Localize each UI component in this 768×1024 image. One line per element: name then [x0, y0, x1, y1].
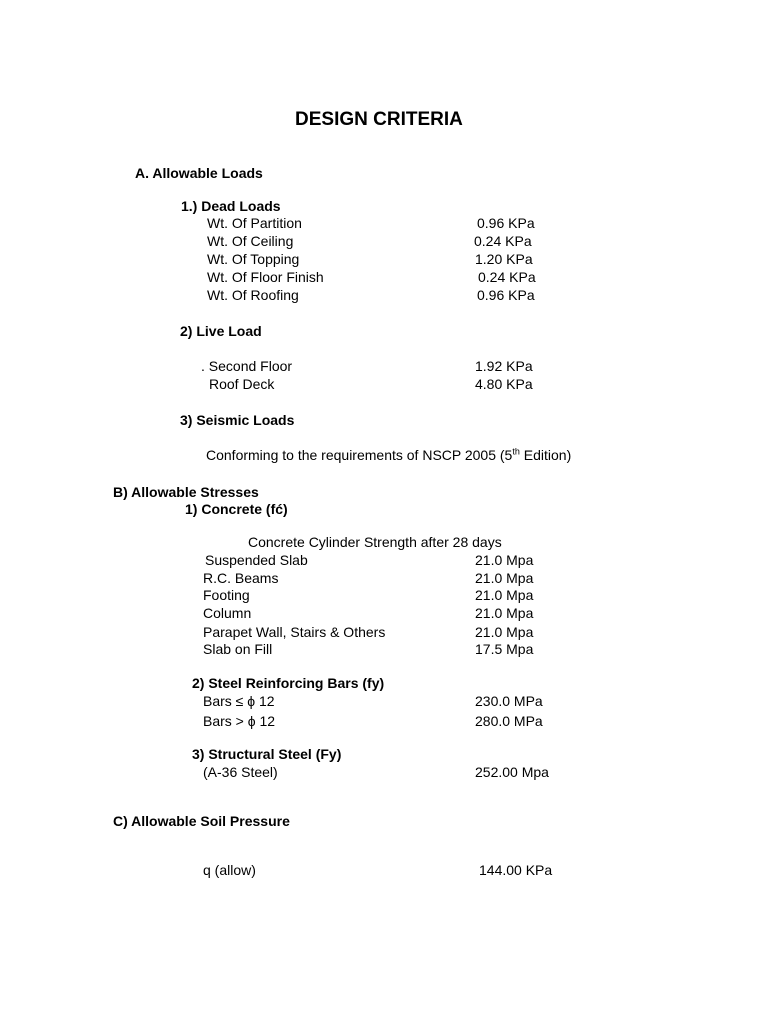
steel-bars-label: Bars > ϕ 12	[203, 713, 276, 729]
seismic-text-main: Conforming to the requirements of NSCP 2005 (5	[206, 447, 513, 463]
dead-load-value: 1.20 KPa	[475, 251, 533, 267]
seismic-text-superscript: th	[512, 446, 520, 457]
soil-pressure-label: q (allow)	[203, 862, 256, 878]
live-load-value: 4.80 KPa	[475, 376, 533, 392]
section-b-title: ) Allowable Stresses	[123, 484, 259, 500]
dead-load-label: Wt. Of Topping	[207, 251, 300, 267]
dead-loads-heading: 1.) Dead Loads	[181, 198, 281, 214]
concrete-label: Slab on Fill	[203, 641, 273, 657]
soil-pressure-value: 144.00 KPa	[479, 862, 553, 878]
concrete-value: 21.0 Mpa	[475, 552, 534, 568]
seismic-text-end: Edition)	[519, 447, 572, 463]
structural-steel-label: (A-36 Steel)	[203, 764, 278, 780]
steel-bars-heading: 2) Steel Reinforcing Bars (fy)	[192, 675, 385, 691]
section-b-heading	[113, 483, 259, 501]
live-load-label: . Second Floor	[201, 358, 293, 374]
live-load-label: Roof Deck	[209, 376, 275, 392]
steel-bars-value: 230.0 MPa	[475, 693, 543, 709]
structural-steel-heading: 3) Structural Steel (Fy)	[192, 746, 342, 762]
dead-load-value: 0.96 KPa	[477, 287, 535, 303]
dead-load-value: 0.96 KPa	[477, 215, 535, 231]
section-c-heading: C) Allowable Soil Pressure	[113, 813, 290, 829]
steel-bars-label: Bars ≤ ϕ 12	[203, 693, 275, 709]
concrete-subheading: Concrete Cylinder Strength after 28 days	[248, 534, 502, 550]
concrete-label: Column	[203, 605, 252, 621]
concrete-value: 17.5 Mpa	[475, 641, 534, 657]
dead-load-label: Wt. Of Partition	[207, 215, 302, 231]
concrete-value: 21.0 Mpa	[475, 624, 534, 640]
concrete-value: 21.0 Mpa	[475, 570, 534, 586]
concrete-label: Footing	[203, 587, 250, 603]
structural-steel-value: 252.00 Mpa	[475, 764, 549, 780]
concrete-value: 21.0 Mpa	[475, 605, 534, 621]
concrete-label: R.C. Beams	[203, 570, 279, 586]
steel-bars-value: 280.0 MPa	[475, 713, 543, 729]
section-a-heading: A. Allowable Loads	[135, 165, 263, 181]
concrete-value: 21.0 Mpa	[475, 587, 534, 603]
dead-load-value: 0.24 KPa	[474, 233, 532, 249]
concrete-label: Parapet Wall, Stairs & Others	[203, 624, 386, 640]
concrete-heading: 1) Concrete (fć)	[185, 501, 288, 517]
live-load-value: 1.92 KPa	[475, 358, 533, 374]
dead-load-value: 0.24 KPa	[478, 269, 536, 285]
live-load-heading: 2) Live Load	[180, 323, 262, 339]
seismic-loads-heading: 3) Seismic Loads	[180, 412, 295, 428]
dead-load-label: Wt. Of Floor Finish	[207, 269, 324, 285]
page-title: DESIGN CRITERIA	[295, 109, 463, 130]
concrete-label: Suspended Slab	[205, 552, 308, 568]
section-b-letter: B	[113, 484, 124, 500]
seismic-text	[206, 446, 571, 464]
dead-load-label: Wt. Of Roofing	[207, 287, 299, 303]
dead-load-label: Wt. Of Ceiling	[207, 233, 294, 249]
